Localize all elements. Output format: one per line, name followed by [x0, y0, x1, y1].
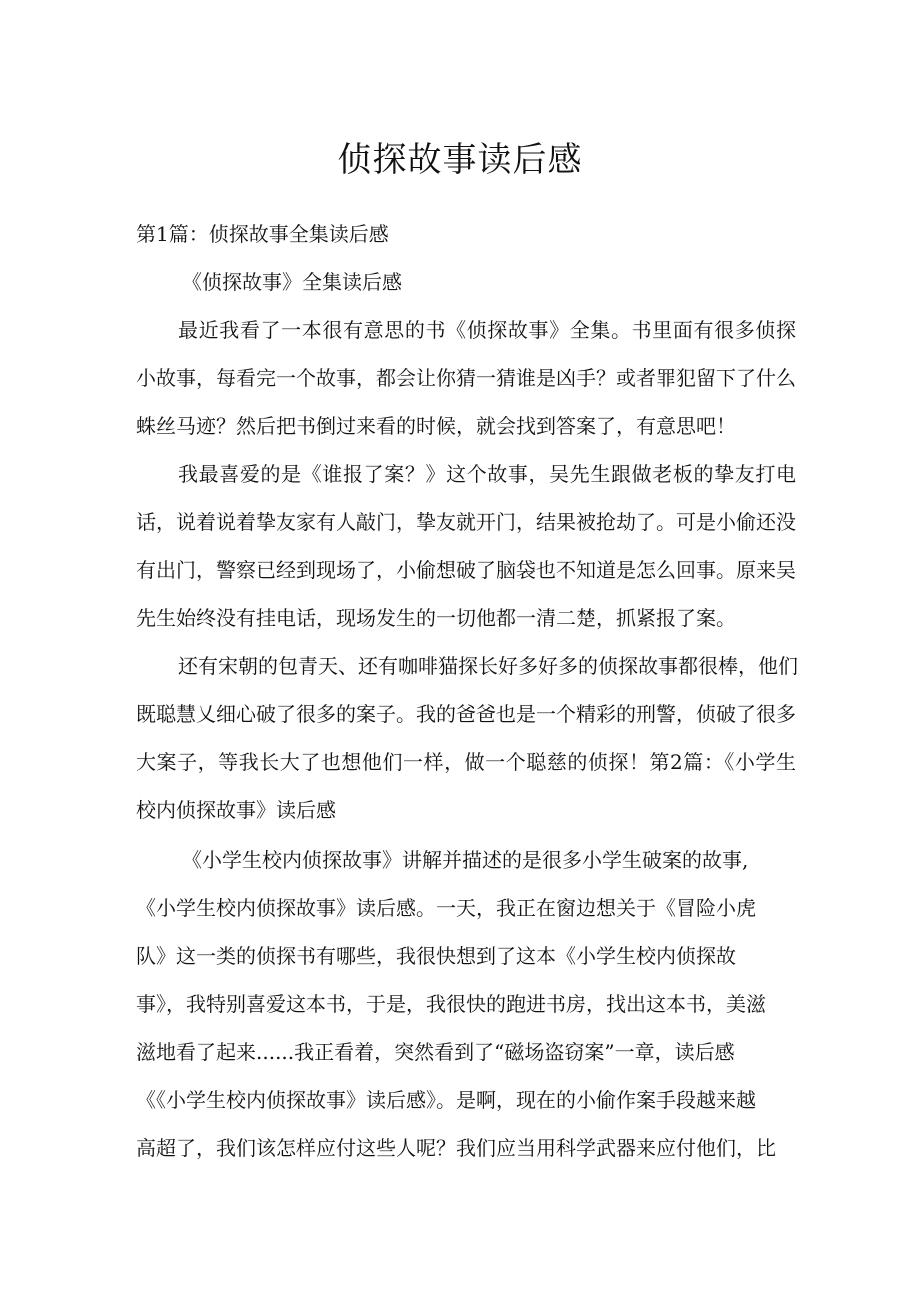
paragraph-line: 还有宋朝的包青天、还有咖啡猫探长好多好多的侦探故事都很棒，他们 — [178, 654, 798, 678]
document-title: 侦探故事读后感 — [337, 140, 583, 180]
paragraph-line: 小故事，每看完一个故事，都会让你猜一猜谁是凶手？或者罪犯留下了什么 — [136, 366, 796, 390]
paragraph-line: 大案子，等我长大了也想他们一样，做一个聪慈的侦探！第2篇：《小学生 — [136, 750, 796, 774]
paragraph-line: 滋地看了起来......我正看着，突然看到了“磁场盗窃案”一章，读后感 — [136, 1040, 735, 1064]
paragraph-line: 《小学生校内侦探故事》讲解并描述的是很多小学生破案的故事, — [182, 848, 749, 872]
section-subheading-1: 《侦探故事》全集读后感 — [182, 270, 402, 294]
paragraph-line: 话，说着说着挚友家有人敲门，挚友就开门，结果被抢劫了。可是小偷还没 — [136, 510, 796, 534]
paragraph-line: 蛛丝马迹？然后把书倒过来看的时候，就会找到答案了，有意思吧！ — [136, 414, 736, 438]
paragraph-line: 我最喜爱的是《谁报了案？》这个故事，吴先生跟做老板的挚友打电 — [178, 462, 796, 486]
paragraph-line: 高超了，我们该怎样应付这些人呢？我们应当用科学武器来应付他们，比 — [136, 1136, 776, 1160]
paragraph-line: 先生始终没有挂电话，现场发生的一切他都一清二楚，抓紧报了案。 — [136, 606, 736, 630]
paragraph-line: 既聪慧乂细心破了很多的案子。我的爸爸也是一个精彩的刑警，侦破了很多 — [136, 702, 796, 726]
paragraph-line: 《小学生校内侦探故事》读后感。一天，我正在窗边想关于《冒险小虎 — [136, 896, 756, 920]
paragraph-line: 最近我看了一本很有意思的书《侦探故事》全集。书里面有很多侦探 — [178, 318, 796, 342]
paragraph-line: 事》，我特别喜爱这本书，于是，我很快的跑进书房，找出这本书，美滋 — [136, 992, 766, 1016]
paragraph-line: 队》这一类的侦探书有哪些，我很快想到了这本《小学生校内侦探故 — [136, 944, 736, 968]
paragraph-line: 校内侦探故事》读后感 — [136, 798, 336, 822]
paragraph-line: 《《小学生校内侦探故事》读后感》。是啊，现在的小偷作案手段越来越 — [136, 1088, 756, 1112]
paragraph-line: 有出门，警察已经到现场了，小偷想破了脑袋也不知道是怎么回事。原来吴 — [136, 558, 796, 582]
section-heading-1: 第1篇：侦探故事全集读后感 — [136, 222, 389, 246]
